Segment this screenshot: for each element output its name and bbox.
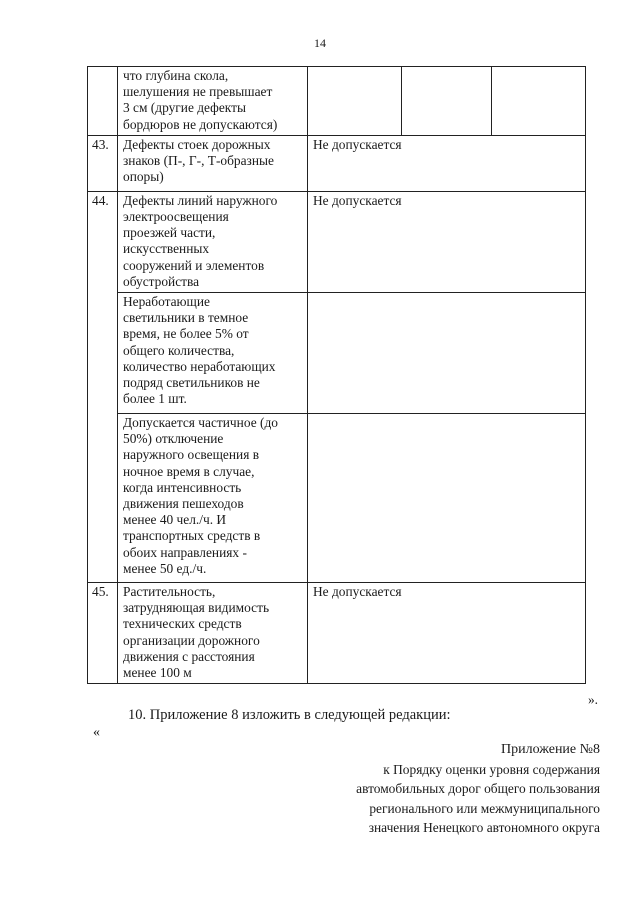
- opening-quote: «: [93, 725, 100, 740]
- closing-quote: ».: [587, 692, 598, 707]
- appendix-line: значения Ненецкого автономного округа: [368, 820, 600, 835]
- row-number: 44.: [88, 191, 118, 582]
- table-row-45: [88, 583, 586, 684]
- row-number: 43.: [88, 135, 118, 191]
- appendix-line: регионального или межмуниципального: [369, 800, 600, 816]
- requirement-cell: [308, 293, 586, 414]
- empty-cell: [402, 67, 492, 136]
- requirement-cell: Не допускается: [308, 135, 586, 191]
- row-description: Растительность, затрудняющая видимость технических средств организации дорожного движения с расстояния менее 100 м: [118, 583, 308, 684]
- page-number: 14: [314, 36, 326, 50]
- appendix-heading: [356, 740, 600, 838]
- defects-table: [87, 66, 586, 684]
- row-number: 45.: [88, 583, 118, 684]
- row-description: что глубина скола, шелушения не превышает 3 см (другие дефекты бордюров не допускаются): [118, 67, 308, 136]
- table-subrow-44-2: [88, 414, 586, 583]
- table-row-continuation: [88, 67, 586, 136]
- requirement-cell: [308, 67, 402, 136]
- row-description: Дефекты линий наружного электроосвещения проезжей части, искусственных сооружений и элементов обустройства: [118, 191, 308, 292]
- empty-cell: [492, 67, 586, 136]
- table-row-43: [88, 135, 586, 191]
- appendix-line: автомобильных дорог общего пользования: [356, 781, 600, 796]
- row-description: Дефекты стоек дорожных знаков (П-, Г-, Т-образные опоры): [118, 135, 308, 191]
- requirement-cell: Не допускается: [308, 583, 586, 684]
- requirement-cell: [308, 414, 586, 583]
- requirement-cell: Не допускается: [308, 191, 586, 292]
- table-subrow-44-1: [88, 293, 586, 414]
- appendix-line: к Порядку оценки уровня содержания: [383, 761, 600, 777]
- table-row-44: [88, 191, 586, 292]
- paragraph-10: 10. Приложение 8 изложить в следующей редакции:: [128, 707, 451, 723]
- appendix-title: Приложение №8: [501, 742, 600, 757]
- row-description: Допускается частичное (до 50%) отключение наружного освещения в ночное время в случае, когда интенсивность движения пешеходов менее 40 чел./ч. И транспортных средств в обоих направлениях - менее 50 ед./ч.: [118, 414, 308, 583]
- row-description: Неработающие светильники в темное время, не более 5% от общего количества, количество неработающих подряд светильников не более 1 шт.: [118, 293, 308, 414]
- row-number-cell: [88, 67, 118, 136]
